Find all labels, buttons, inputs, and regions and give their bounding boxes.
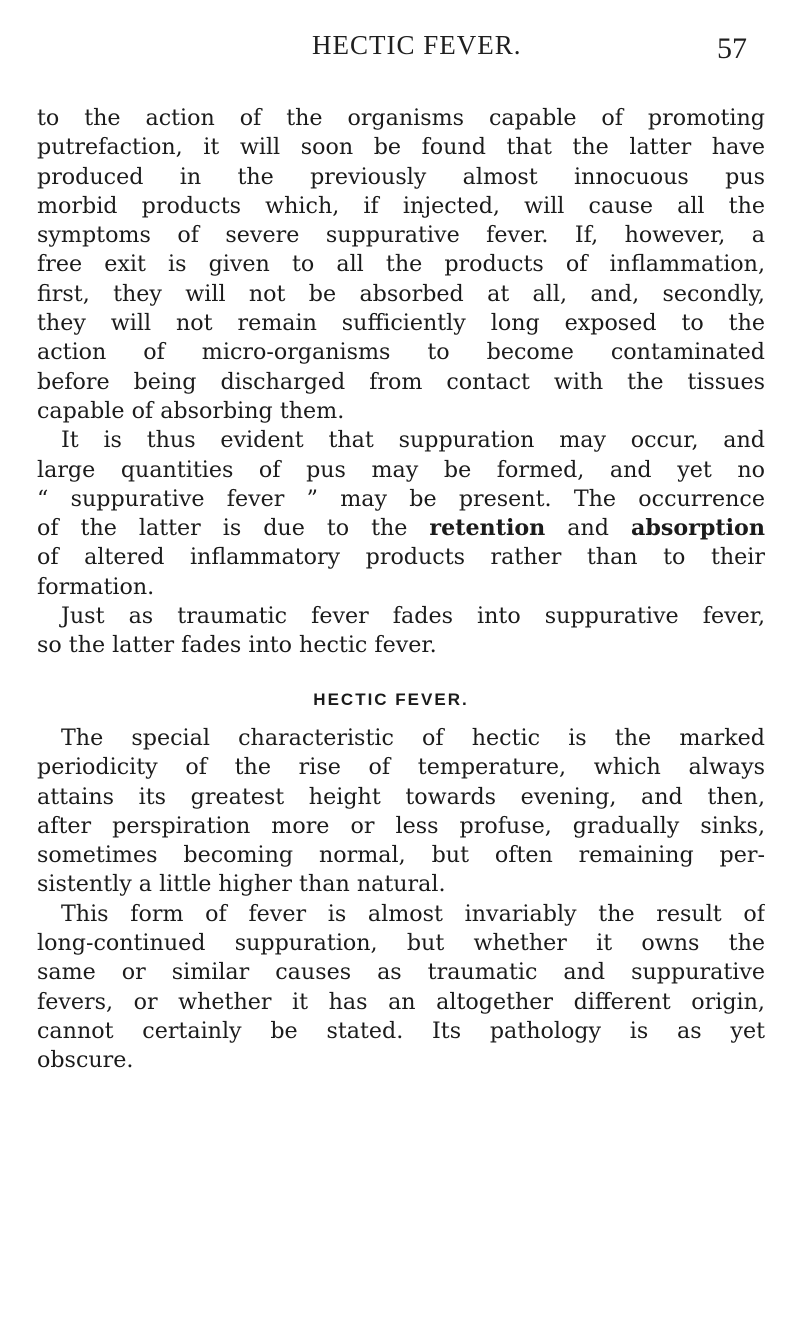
text-line: capable of absorbing them. [37, 397, 345, 424]
page-number: 57 [717, 32, 747, 65]
text-line: putrefaction, it will soon be found that the latter have [37, 134, 765, 161]
text-line: before being discharged from contact with the tissues [37, 368, 765, 395]
text-line: fevers, or whether it has an altogether different origin, [37, 988, 765, 1015]
text-line: of altered inflammatory products rather than to their [37, 544, 765, 571]
text-line: “ suppurative fever ” may be present. The occurrence [37, 485, 765, 512]
text-line: attains its greatest height towards evening, and then, [37, 783, 765, 810]
text-line: obscure. [37, 1047, 134, 1074]
running-header [0, 30, 800, 70]
text-line: free exit is given to all the products of inflammation, [37, 251, 765, 278]
text-segment: and [545, 515, 631, 542]
text-line: sometimes becoming normal, but often remaining per- [37, 842, 765, 869]
section-heading: HECTIC FEVER. [313, 689, 469, 709]
paragraph-continuation [37, 104, 765, 426]
text-line: symptoms of severe suppurative fever. If, however, a [37, 222, 765, 249]
text-line: morbid products which, if injected, will cause all the [37, 192, 765, 219]
paragraph-traumatic [37, 602, 765, 661]
text-line: same or similar causes as traumatic and suppurative [37, 959, 765, 986]
text-line: The special characteristic of hectic is the marked [61, 724, 765, 751]
text-line: sistently a little higher than natural. [37, 871, 446, 898]
text-line: first, they will not be absorbed at all, and, secondly, [37, 280, 765, 307]
text-line: action of micro-organisms to become contaminated [37, 339, 765, 366]
running-title: HECTIC FEVER. [312, 30, 522, 60]
text-line: after perspiration more or less profuse, gradually sinks, [37, 812, 765, 839]
text-segment: of the latter is due to the [37, 515, 430, 542]
text-line: formation. [37, 573, 155, 600]
text-line: produced in the previously almost innocuous pus [37, 163, 765, 190]
paragraph-origin [37, 900, 765, 1076]
text-line: to the action of the organisms capable of promoting [37, 105, 765, 131]
text-line: so the latter fades into hectic fever. [37, 632, 437, 659]
text-line: large quantities of pus may be formed, and yet no [37, 456, 765, 483]
text-line: Just as traumatic fever fades into suppurative fever, [61, 603, 765, 630]
body-text-upper [37, 104, 765, 1076]
text-line: It is thus evident that suppuration may occur, and [61, 427, 765, 454]
text-line: long-continued suppuration, but whether it owns the [37, 930, 765, 957]
text-line: This form of fever is almost invariably the result of [61, 900, 765, 927]
paragraph-characteristic [37, 724, 765, 900]
text-line: they will not remain sufficiently long exposed to the [37, 310, 765, 337]
text-line: periodicity of the rise of temperature, which always [37, 754, 765, 781]
text-line: cannot certainly be stated. Its pathology is as yet [37, 1017, 765, 1044]
bold-term-retention: retention [429, 515, 546, 542]
bold-term-absorption: absorption [631, 515, 765, 542]
text-line-with-emphasis [37, 514, 765, 543]
paragraph-suppuration [37, 426, 765, 602]
